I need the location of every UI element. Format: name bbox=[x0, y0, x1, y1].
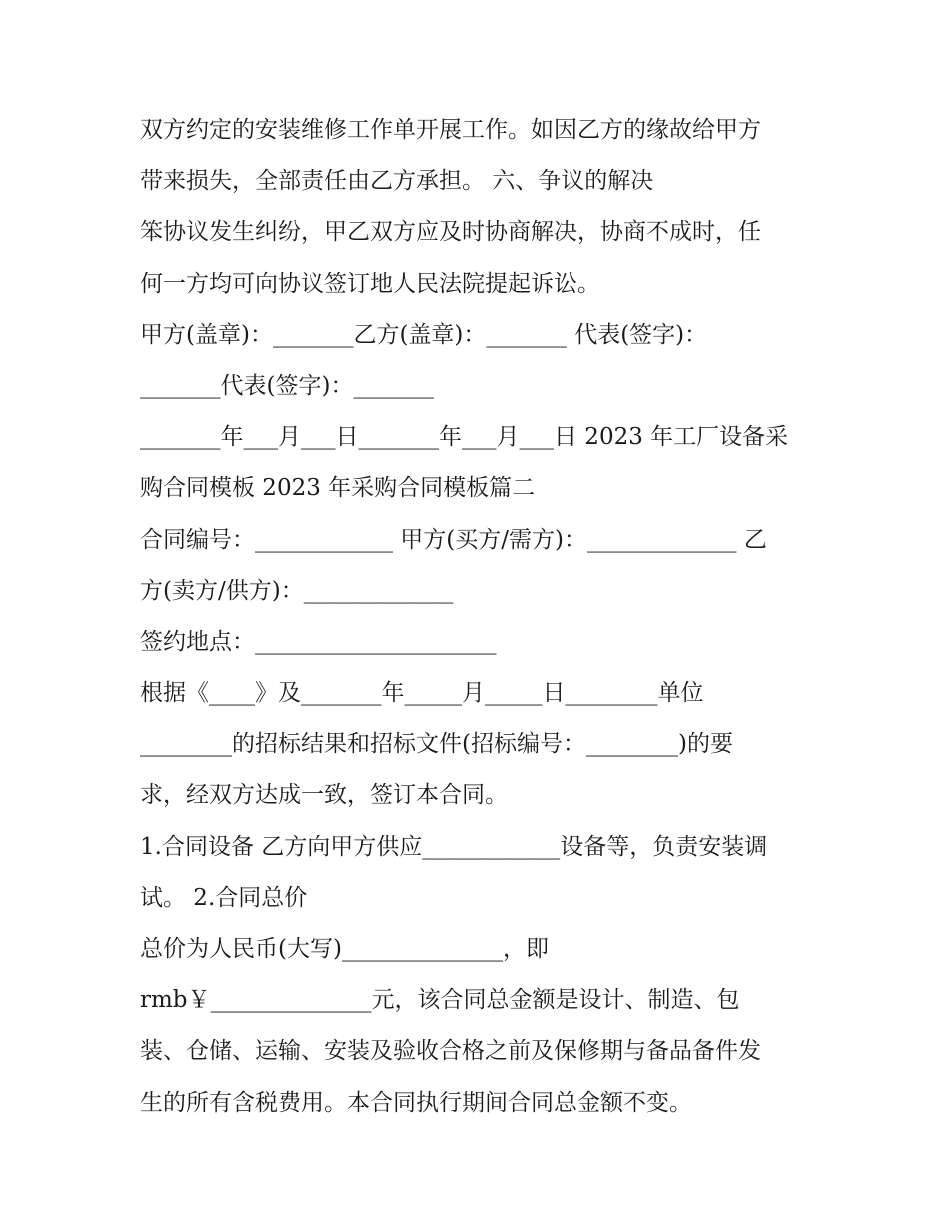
contract-text bbox=[140, 105, 820, 1129]
section-title: 购合同模板 2023 年采购合同模板篇二 bbox=[140, 475, 536, 502]
text-line: ________的招标结果和招标文件(招标编号：________)的要 bbox=[140, 731, 733, 758]
signature-line: 甲方(盖章)：_______乙方(盖章)：_______ 代表(签字)： bbox=[140, 321, 708, 348]
signing-place-line: 签约地点：_____________________ bbox=[140, 628, 497, 655]
clause-line: 1.合同设备 乙方向甲方供应____________设备等，负责安装调 bbox=[140, 833, 768, 860]
price-line: 总价为人民币(大写)______________，即 bbox=[140, 936, 549, 962]
text-line: 求，经双方达成一致，签订本合同。 bbox=[140, 782, 508, 809]
price-line: rmb￥______________元，该合同总金额是设计、制造、包 bbox=[140, 987, 740, 1014]
clause-line: 试。 2.合同总价 bbox=[140, 884, 308, 911]
signature-line: _______代表(签字)：_______ bbox=[140, 372, 434, 399]
party-line: 方(卖方/供方)：_____________ bbox=[140, 577, 454, 604]
text-line: 生的所有含税费用。本合同执行期间合同总金额不变。 bbox=[140, 1089, 692, 1116]
text-line: 何一方均可向协议签订地人民法院提起诉讼。 bbox=[140, 270, 600, 297]
contract-number-line: 合同编号：____________ 甲方(买方/需方)：_____________ 乙 bbox=[140, 526, 767, 553]
text-line: 带来损失，全部责任由乙方承担。 六、争议的解决 bbox=[140, 168, 654, 195]
text-line: 笨协议发生纠纷，甲乙双方应及时协商解决，协商不成时，任 bbox=[140, 219, 761, 246]
text-line: 双方约定的安装维修工作单开展工作。如因乙方的缘故给甲方 bbox=[140, 117, 761, 143]
text-line: 装、仓储、运输、安装及验收合格之前及保修期与备品备件发 bbox=[140, 1038, 761, 1065]
text-line: 根据《____》及_______年_____月_____日________单位 bbox=[140, 680, 704, 707]
date-line: _______年___月___日_______年___月___日 2023 年工厂设备采 bbox=[140, 424, 789, 451]
